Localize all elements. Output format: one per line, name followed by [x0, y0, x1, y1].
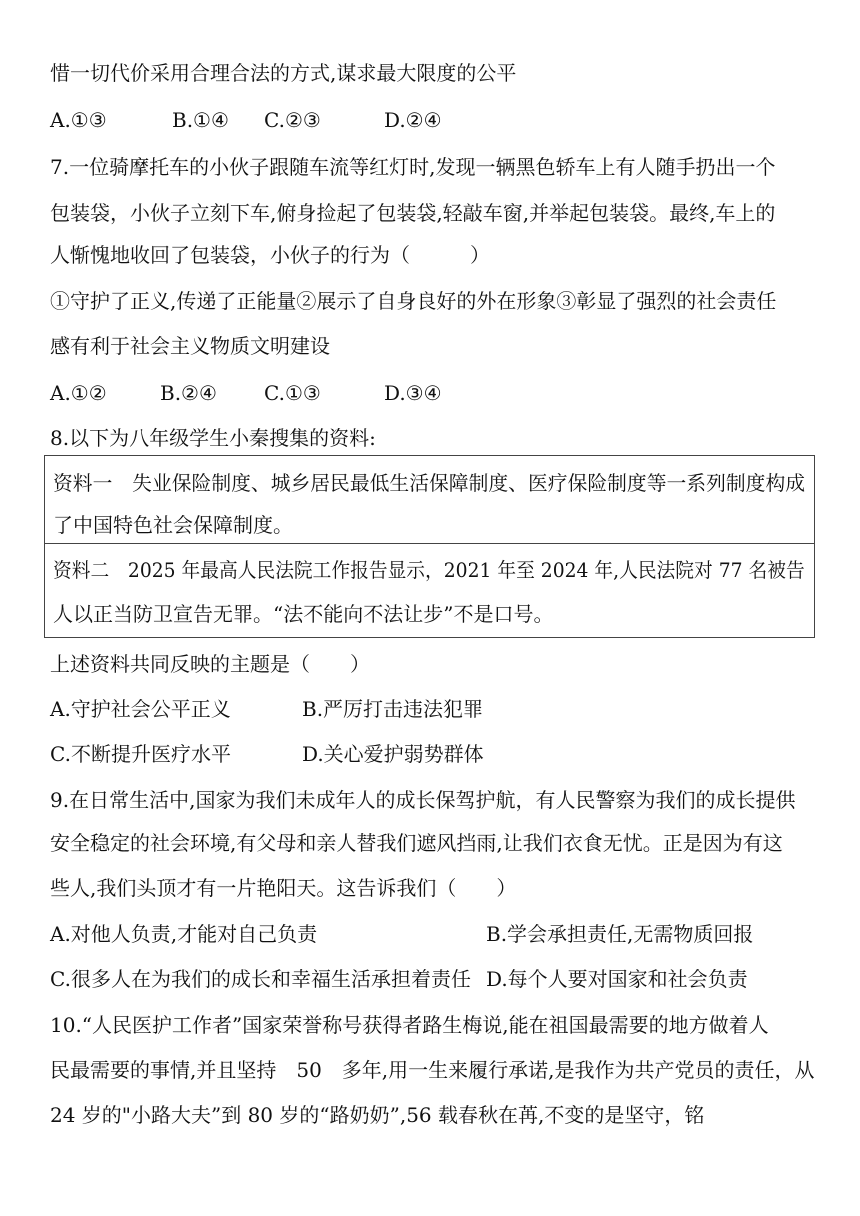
q7-option-d: D.③④ [384, 381, 442, 405]
q10-line-3: 24 岁的"小路大夫”到 80 岁的“路奶奶”,56 载春秋在苒,不变的是坚守，铭 [50, 1103, 705, 1127]
q9-option-b: B.学会承担责任,无需物质回报 [486, 922, 754, 946]
q9-line-2: 安全稳定的社会环境,有父母和亲人替我们遮风挡雨,让我们衣食无忧。正是因为有这 [50, 831, 783, 855]
q9-line-1: 9.在日常生活中,国家为我们未成年人的成长保驾护航，有人民警察为我们的成长提供 [50, 788, 796, 812]
material-two-line-1: 资料二 2025 年最高人民法院工作报告显示，2021 年至 2024 年,人民法院对 77 名被告 [53, 558, 805, 582]
q7-option-c: C.①③ [264, 381, 321, 405]
q6-stem-tail: 惜一切代价采用合理合法的方式,谋求最大限度的公平 [50, 61, 517, 85]
q6-option-b: B.①④ [172, 108, 229, 132]
q8-line-2: 上述资料共同反映的主题是（ ） [50, 652, 370, 676]
material-one-line-1: 资料一 失业保险制度、城乡居民最低生活保障制度、医疗保险制度等一系列制度构成 [53, 471, 806, 495]
q9-option-c: C.很多人在为我们的成长和幸福生活承担着责任 [50, 967, 471, 991]
q6-option-a: A.①③ [50, 108, 107, 132]
q8-line-1: 8.以下为八年级学生小秦搜集的资料: [50, 426, 376, 450]
q7-line-2: 包装袋，小伙子立刻下车,俯身捡起了包装袋,轻敲车窗,并举起包装袋。最终,车上的 [50, 201, 776, 225]
q7-line-4: ①守护了正义,传递了正能量②展示了自身良好的外在形象③彰显了强烈的社会责任 [50, 289, 777, 313]
q8-option-b: B.严厉打击违法犯罪 [302, 697, 484, 721]
q8-materials-table [44, 455, 815, 638]
q7-option-a: A.①② [50, 381, 107, 405]
q8-option-a: A.守护社会公平正义 [50, 697, 231, 721]
q7-line-1: 7.一位骑摩托车的小伙子跟随车流等红灯时,发现一辆黑色轿车上有人随手扔出一个 [50, 155, 776, 179]
q7-option-b: B.②④ [160, 381, 217, 405]
q10-line-2: 民最需要的事情,并且坚持 50 多年,用一生来履行承诺,是我作为共产党员的责任，从 [50, 1058, 815, 1082]
q8-option-d: D.关心爱护弱势群体 [302, 742, 484, 766]
material-one-line-2: 了中国特色社会保障制度。 [53, 513, 293, 537]
material-two-line-2: 人以正当防卫宣告无罪。“法不能向不法让步”不是口号。 [53, 602, 554, 626]
q10-line-1: 10.“人民医护工作者”国家荣誉称号获得者路生梅说,能在祖国最需要的地方做着人 [50, 1013, 769, 1037]
q6-option-d: D.②④ [384, 108, 442, 132]
q9-line-3: 些人,我们头顶才有一片艳阳天。这告诉我们（ ） [50, 876, 517, 900]
q9-option-a: A.对他人负责,才能对自己负责 [50, 922, 318, 946]
q6-option-c: C.②③ [264, 108, 321, 132]
material-one [45, 456, 814, 543]
q7-line-3: 人惭愧地收回了包装袋，小伙子的行为（ ） [50, 243, 490, 267]
q7-line-5: 感有利于社会主义物质文明建设 [50, 334, 330, 358]
material-two [45, 543, 814, 637]
q8-option-c: C.不断提升医疗水平 [50, 742, 231, 766]
q9-option-d: D.每个人要对国家和社会负责 [486, 967, 748, 991]
